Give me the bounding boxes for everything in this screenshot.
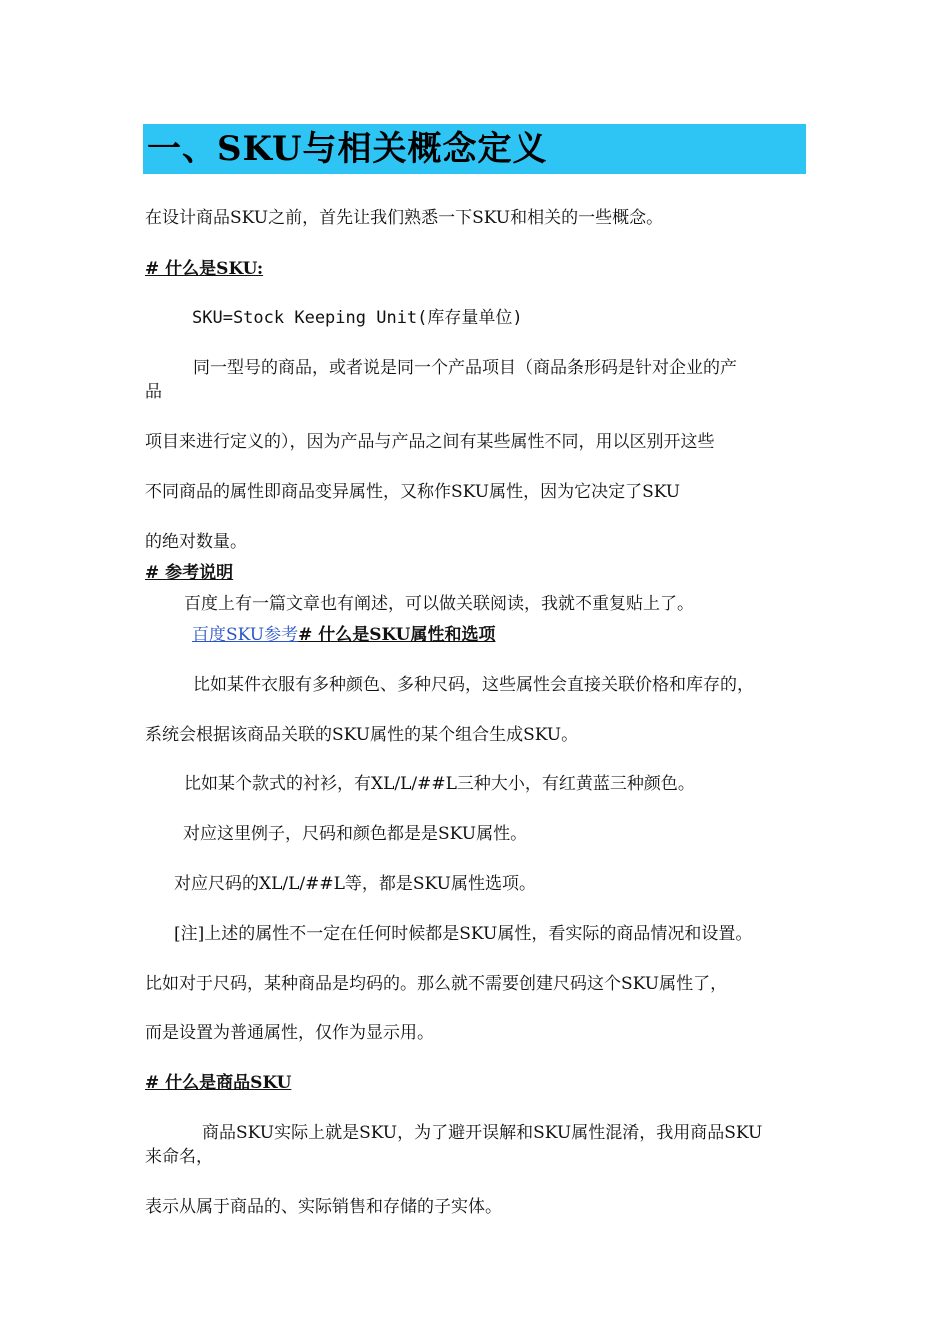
reference-line (192, 624, 496, 646)
sku-definition: SKU=Stock Keeping Unit(库存量单位) (192, 308, 523, 328)
paragraph-line: 商品SKU实际上就是SKU，为了避开误解和SKU属性混淆，我用商品SKU (202, 1123, 763, 1143)
paragraph-line: 不同商品的属性即商品变异属性，又称作SKU属性，因为它决定了SKU (145, 482, 681, 502)
paragraph-line: 同一型号的商品，或者说是同一个产品项目（商品条形码是针对企业的产 (193, 358, 737, 378)
paragraph-line: 对应这里例子，尺码和颜色都是是SKU属性。 (183, 824, 528, 844)
section-heading-reference: # 参考说明 (145, 563, 234, 583)
paragraph-line: 对应尺码的XL/L/##L等，都是SKU属性选项。 (174, 874, 536, 894)
paragraph-line: 品 (145, 382, 162, 402)
section-heading-product-sku: # 什么是商品SKU (145, 1073, 292, 1093)
paragraph-line: 来命名， (145, 1147, 213, 1167)
paragraph-line: 的绝对数量。 (145, 532, 247, 552)
paragraph-line: 表示从属于商品的、实际销售和存储的子实体。 (145, 1197, 502, 1217)
baidu-sku-reference-link[interactable]: 百度SKU参考 (192, 625, 299, 645)
note-line: [注]上述的属性不一定在任何时候都是SKU属性，看实际的商品情况和设置。 (174, 924, 753, 944)
intro-paragraph: 在设计商品SKU之前，首先让我们熟悉一下SKU和相关的一些概念。 (145, 208, 664, 228)
paragraph-line: 比如对于尺码，某种商品是均码的。那么就不需要创建尺码这个SKU属性了， (145, 974, 728, 994)
paragraph-line: 比如某件衣服有多种颜色、多种尺码，这些属性会直接关联价格和库存的， (193, 675, 754, 695)
paragraph-line: 项目来进行定义的），因为产品与产品之间有某些属性不同，用以区别开这些 (145, 432, 715, 452)
page-title: 一、SKU与相关概念定义 (147, 129, 548, 169)
paragraph-line: 比如某个款式的衬衫，有XL/L/##L三种大小，有红黄蓝三种颜色。 (184, 774, 695, 794)
section-heading-what-is-sku: # 什么是SKU: (145, 259, 264, 279)
paragraph-line: 而是设置为普通属性，仅作为显示用。 (145, 1023, 434, 1043)
paragraph-line: 系统会根据该商品关联的SKU属性的某个组合生成SKU。 (145, 725, 579, 745)
reference-text: 百度上有一篇文章也有阐述，可以做关联阅读，我就不重复贴上了。 (184, 594, 694, 614)
section-heading-sku-attributes: # 什么是SKU属性和选项 (298, 625, 496, 645)
